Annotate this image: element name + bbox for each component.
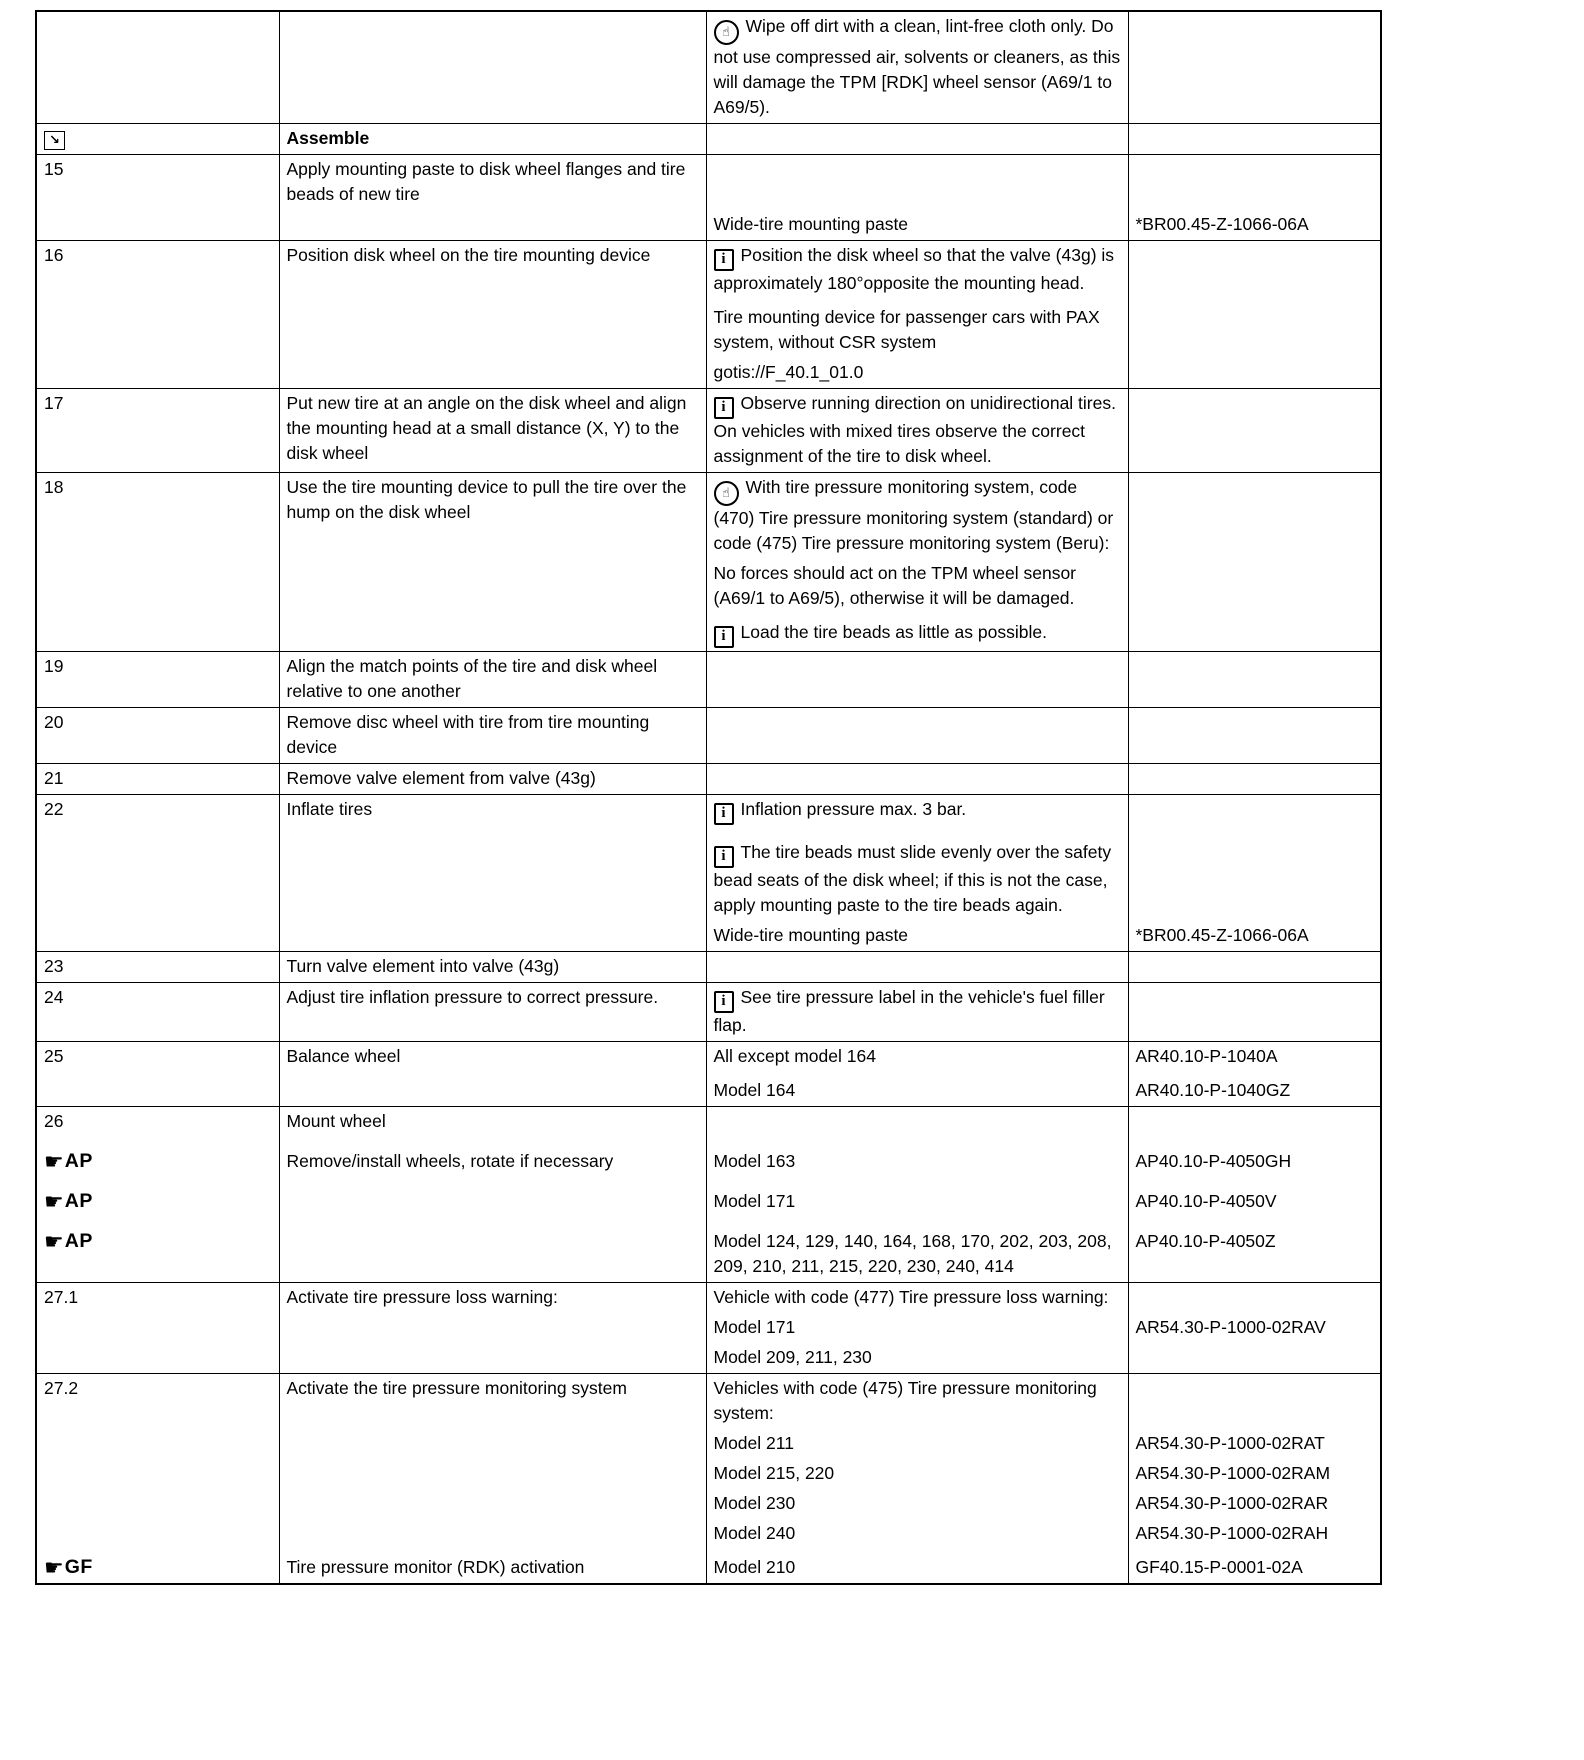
hand-icon: ☛ xyxy=(44,1229,64,1254)
document-code[interactable]: AP40.10-P-4050GH xyxy=(1135,1151,1292,1171)
note-text: Model 211 xyxy=(713,1433,794,1453)
ap-label: AP xyxy=(64,1190,93,1212)
step-number: 24 xyxy=(44,987,64,1007)
table-row xyxy=(36,389,1381,473)
note-text: Model 164 xyxy=(713,1080,796,1100)
document-code[interactable]: AR54.30-P-1000-02RAT xyxy=(1135,1433,1325,1453)
note-text: Vehicles with code (475) Tire pressure monitoring system: xyxy=(713,1378,1097,1423)
table-row xyxy=(36,764,1381,795)
note-text: Model 215, 220 xyxy=(713,1463,835,1483)
section-title: Assemble xyxy=(286,128,370,148)
step-description: Tire pressure monitor (RDK) activation xyxy=(286,1557,585,1577)
step-description: Remove valve element from valve (43g) xyxy=(286,768,596,788)
step-number: 17 xyxy=(44,393,64,413)
hand-icon: ☛ xyxy=(44,1189,64,1214)
table-row xyxy=(36,1042,1381,1107)
document-code[interactable]: AR54.30-P-1000-02RAV xyxy=(1135,1317,1326,1337)
document-code[interactable]: AP40.10-P-4050Z xyxy=(1135,1231,1276,1251)
table-row xyxy=(36,11,1381,124)
note-text: Model 230 xyxy=(713,1493,796,1513)
table-row xyxy=(36,952,1381,983)
info-icon: i xyxy=(714,249,734,271)
step-number: 15 xyxy=(44,159,64,179)
note-text: Vehicle with code (477) Tire pressure loss warning: xyxy=(713,1287,1109,1307)
info-icon: i xyxy=(714,397,734,419)
step-number: 22 xyxy=(44,799,64,819)
note-text: Model 124, 129, 140, 164, 168, 170, 202, 203, 208, 209, 210, 211, 215, 220, 230, 240, 414 xyxy=(713,1231,1112,1276)
step-number: 19 xyxy=(44,656,64,676)
note-text: Model 163 xyxy=(713,1151,796,1171)
table-row xyxy=(36,124,1381,155)
gf-label: GF xyxy=(64,1556,93,1578)
table-row xyxy=(36,1374,1381,1585)
note-text: Wide-tire mounting paste xyxy=(713,214,909,234)
step-number: 20 xyxy=(44,712,64,732)
table-row xyxy=(36,983,1381,1042)
table-row xyxy=(36,795,1381,952)
note-text: With tire pressure monitoring system, code (470) Tire pressure monitoring system (standard) or code (475) Tire pressure monitoring system (Beru): xyxy=(713,477,1114,553)
note-text: No forces should act on the TPM wheel sensor (A69/1 to A69/5), otherwise it will be damaged. xyxy=(713,563,1077,608)
hand-icon: ☛ xyxy=(44,1149,64,1174)
note-text: Wide-tire mounting paste xyxy=(713,925,909,945)
step-description: Position disk wheel on the tire mounting device xyxy=(286,245,651,265)
table-row xyxy=(36,1107,1381,1283)
info-icon: i xyxy=(714,846,734,868)
document-code[interactable]: AR54.30-P-1000-02RAR xyxy=(1135,1493,1329,1513)
table-row xyxy=(36,708,1381,764)
table-row xyxy=(36,652,1381,708)
step-description: Balance wheel xyxy=(286,1046,401,1066)
table-row xyxy=(36,241,1381,389)
document-code[interactable]: AR40.10-P-1040GZ xyxy=(1135,1080,1291,1100)
document-code[interactable]: *BR00.45-Z-1066-06A xyxy=(1135,925,1309,945)
step-description: Activate the tire pressure monitoring system xyxy=(286,1378,627,1398)
table-row xyxy=(36,1283,1381,1374)
document-code[interactable]: AP40.10-P-4050V xyxy=(1135,1191,1277,1211)
document-code[interactable]: AR54.30-P-1000-02RAM xyxy=(1135,1463,1331,1483)
step-number: 21 xyxy=(44,768,64,788)
note-text: Model 210 xyxy=(713,1557,796,1577)
note-text: Position the disk wheel so that the valve (43g) is approximately 180°opposite the mounting head. xyxy=(713,245,1115,293)
caution-icon: ☝ xyxy=(714,481,739,506)
step-description: Remove disc wheel with tire from tire mounting device xyxy=(286,712,650,757)
table-row xyxy=(36,473,1381,652)
document-code[interactable]: AR40.10-P-1040A xyxy=(1135,1046,1278,1066)
note-text: Load the tire beads as little as possible. xyxy=(740,622,1047,642)
assemble-icon: ↘ xyxy=(44,131,65,150)
note-text: Model 171 xyxy=(713,1191,796,1211)
info-icon: i xyxy=(714,803,734,825)
step-description: Turn valve element into valve (43g) xyxy=(286,956,560,976)
step-number: 16 xyxy=(44,245,64,265)
step-number: 27.2 xyxy=(44,1378,79,1398)
procedure-table xyxy=(35,10,1382,1585)
note-text: Wipe off dirt with a clean, lint-free cloth only. Do not use compressed air, solvents or cleaners, as this will damage the TPM [RDK] wheel sensor (A69/1 to A69/5). xyxy=(713,16,1121,117)
document-code[interactable]: AR54.30-P-1000-02RAH xyxy=(1135,1523,1329,1543)
note-text: See tire pressure label in the vehicle's fuel filler flap. xyxy=(713,987,1105,1035)
document-code[interactable]: GF40.15-P-0001-02A xyxy=(1135,1557,1303,1577)
document-code[interactable]: *BR00.45-Z-1066-06A xyxy=(1135,214,1309,234)
step-number: 23 xyxy=(44,956,64,976)
note-text: All except model 164 xyxy=(713,1046,876,1066)
step-number: 25 xyxy=(44,1046,64,1066)
step-description: Apply mounting paste to disk wheel flanges and tire beads of new tire xyxy=(286,159,686,204)
step-description: Put new tire at an angle on the disk wheel and align the mounting head at a small distance (X, Y) to the disk wheel xyxy=(286,393,687,463)
ap-label: AP xyxy=(64,1150,93,1172)
caution-icon: ☝ xyxy=(714,20,739,45)
step-description: Use the tire mounting device to pull the tire over the hump on the disk wheel xyxy=(286,477,687,522)
step-number: 18 xyxy=(44,477,64,497)
step-description: Align the match points of the tire and disk wheel relative to one another xyxy=(286,656,658,701)
note-text: Model 240 xyxy=(713,1523,796,1543)
hand-icon: ☛ xyxy=(44,1555,64,1580)
step-description: Remove/install wheels, rotate if necessary xyxy=(286,1151,614,1171)
note-text: Observe running direction on unidirectional tires. On vehicles with mixed tires observe the correct assignment of the tire to disk wheel. xyxy=(713,393,1116,466)
gotis-link[interactable]: gotis://F_40.1_01.0 xyxy=(713,362,864,382)
step-description: Inflate tires xyxy=(286,799,373,819)
step-description: Mount wheel xyxy=(286,1111,386,1131)
step-description: Activate tire pressure loss warning: xyxy=(286,1287,558,1307)
step-description: Adjust tire inflation pressure to correct pressure. xyxy=(286,987,659,1007)
ap-label: AP xyxy=(64,1230,93,1252)
note-text: The tire beads must slide evenly over the safety bead seats of the disk wheel; if this is not the case, apply mounting paste to the tire beads again. xyxy=(713,842,1112,915)
note-text: Model 209, 211, 230 xyxy=(713,1347,872,1367)
note-text: Model 171 xyxy=(713,1317,796,1337)
step-number: 27.1 xyxy=(44,1287,79,1307)
info-icon: i xyxy=(714,626,734,648)
info-icon: i xyxy=(714,991,734,1013)
table-row xyxy=(36,155,1381,241)
step-number: 26 xyxy=(44,1111,64,1131)
note-text: Inflation pressure max. 3 bar. xyxy=(740,799,967,819)
note-text: Tire mounting device for passenger cars with PAX system, without CSR system xyxy=(713,307,1100,352)
